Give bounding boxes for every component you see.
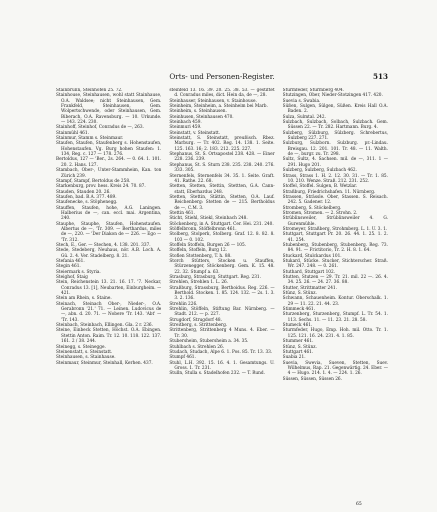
index-entry: Strasburg, Strasburg, Stuttgart. Reg. 231. xyxy=(169,275,261,281)
index-entry: Sulzberg, Sulzberg, Sulzbach 462. xyxy=(282,168,357,174)
index-entry: Stromeyer, Straßberg, Strohmberg. L. 1. U. 3. 1. xyxy=(282,226,388,232)
index-entry: Stetten, Stettin, Stättin, Stetten, O.A. Lauf. Reichenberg: Stetten de — 215. Bertholdus de —, C.M. 3. xyxy=(169,194,275,211)
index-entry: Stumeck 461. xyxy=(282,323,313,329)
index-entry: Sturzenberg, Sturzenberg, Stumpf. L. Tr. 54. 1. 113. Sechs. 11. — 11. 23. 21. 28. 58. xyxy=(282,312,388,323)
index-entry: Steine, Einbeck Stetten, Höchst. O.A. Ebingen. Stettin Anton. Raim. Tr. 12. 10. 118. 122. 137. 161. 2 / 38. 244. xyxy=(56,328,162,345)
index-entry: Stoflen Stottenberg, T. h. 88. xyxy=(169,253,232,259)
index-entry: Stoffel, Stoffel. Sulgen, B. Wetzlar. xyxy=(282,184,358,190)
index-entry: Stein am Rhein, s. Staine. xyxy=(56,296,112,302)
index-entry: Stauphe, Stauphe, Staufen, Hohenstaufen. Albertus de —, 'Tr. 309. — Berthardus, miles de —, 220. — 'Der Diakon de — 226. — Ego — 'Tr. 312. xyxy=(56,221,162,243)
index-entry: Stubersheim, Stubersheim a. 34. 35. xyxy=(169,339,249,345)
index-entry: steinfeld 13. 16. 39. 20. 25. 38. 53. — gestiftet d. Conradus miles, dict. Hein da, de —, 28. xyxy=(169,88,275,99)
index-entry: Steinhusen, Steinhausen 470. xyxy=(169,114,234,120)
running-title: Orts- und Personen-Register. xyxy=(169,72,275,81)
index-entry: Starkenburg, prov. hess. Kreis 24. 70. 87. xyxy=(56,184,146,190)
index-entry: Stuckard, Stulckardus 101. xyxy=(282,253,342,259)
index-entry: Steinhauser, Steinhausen, v. Stainhouse. xyxy=(169,98,257,104)
index-entry: Steinbach 459. xyxy=(169,120,202,126)
index-entry: Steinstatt, S. Steinstatt, preußisch. Rbez. Marburg. — Tr. 402. Reg. 14. 138. 1. Seite. 125. 163. 16; 2. 183. 212. 225. 227. xyxy=(169,136,275,152)
index-entry: Stede, Stedeberg, Neuhaus, nör. A.B. Loch. A. Gü. 2. 4. Ver. Stadelberg. 8. 21. xyxy=(56,248,162,259)
index-entry: Sultz, Sultz, 4. Sachsen. mil. de —, 311. 1 — 291. Hugo 201. xyxy=(282,157,388,168)
index-entry: Stegin 461. xyxy=(56,264,81,270)
index-entry: Steinheim, Steinheim, a. Steinheim bei Marb. xyxy=(169,104,268,110)
index-entry: Steinegg, s. Steinegge. xyxy=(56,344,106,350)
index-entry: Stukard, Stücke. Stucker, Stichterscher. Straß. Wr. 247. 248. — 0. 261. xyxy=(282,259,388,270)
signature-mark: 65 xyxy=(356,502,362,507)
index-entry: Sulzburg, Sulzborn. Sulzburg. pr.-Lindau. Breisgau. 12. 201. 101. Tr. 48. — 11. Walth. de —, burgr. zu. Tr. 298. xyxy=(282,141,388,158)
index-entry: Stambach, Ober-, Unter-Stammheim, Kan. ton Zürich 239. xyxy=(56,168,162,179)
index-column-right xyxy=(283,88,388,500)
index-entry: Sulzberg, Sülzburg, Sülzberg. Schrebertus, Sulzberg 227. 271. xyxy=(282,130,388,142)
index-entry: Stainmühl 461. xyxy=(56,130,89,136)
index-entry: Stummer 461. xyxy=(282,339,314,345)
index-entry: Stünz, S. Stünz. xyxy=(282,291,317,297)
index-entry: Storch Stütters, Stocken u. Stauffen, Stürzenegger, Stöckenberg. Gem. K. 15. 48. 22. 32. Stumpf a. 63. xyxy=(169,259,275,275)
index-entry: Stainmur, Stamm s. Steinmaur. xyxy=(56,136,124,142)
index-entry: Stainhouse, Steinhausen, wohl statt Stainhause, O.A. Waldsee; nicht Steinhausen, Gem. Frankfeld, Steinhausen, Gem. Wolpertschwende, oder Steinhausen, Gem. Biberach, O.A. Ravensburg. — 10. Urkunde. — 143. 224. 230. xyxy=(56,93,162,126)
index-entry: Stainhoff, Steinhof, Conradus de —, 263. xyxy=(56,125,144,131)
index-entry: Stuhl, L.H. 392. 15. 16. 4. 1. Gesamtungs. U. Gross. 1. Tr. 231. xyxy=(169,360,275,371)
index-entry: Stoffeln, Stoffeln, Burg 12. xyxy=(169,248,228,254)
index-entry: Staufenecke, s. Stöphenegg. xyxy=(56,200,118,206)
index-entry: Strüblinsweiler, Strüblinsweiler 4. G. Gurenmühle. xyxy=(282,216,388,227)
index-entry: Stephanus, St. S. Sturn 238. 235. 238. 240. 276. 333. 305. xyxy=(169,162,275,174)
index-entry: Stromberg, S. Stöckelberg. xyxy=(282,205,342,211)
index-entry: Steinhausen, s. Stainhause. xyxy=(56,355,116,361)
index-entry: Stampf, Stampf, Bertoldus de 258. xyxy=(56,178,131,184)
index-entry: Stuttgart, Stuttgart Pr. 20. 26. 44. 1. 25. 1. 2. 41. 254. xyxy=(282,232,388,243)
index-entry: Stauden, Stauden 20. 26. xyxy=(56,189,111,195)
index-entry: Staufen, bad. B.A. 377. 489. xyxy=(56,194,117,200)
index-entry: Stromen, Stromen. — 2. Strohn. 2. xyxy=(282,210,358,216)
index-entry: Stutten, Stutzen — 29. Tr. 21. mil. 22 —. 26. 4. 34. 25. 26. — 24. 27. 36. 88. xyxy=(282,275,388,286)
index-entry: Steinbach, Steinbach, Ellingen. Gla. 2 r. 236. xyxy=(56,323,153,329)
index-entry: Stünz, S. Stünz. xyxy=(282,344,317,350)
index-entry: Steinmaur, Steinmur, Steinhall, Kerhen. 437. xyxy=(56,360,153,366)
index-entry: Stutzingen, Ober, Nieder-Stotzingen 417. 420. xyxy=(282,93,383,99)
index-entry: Stulln, Stulla s. Stadelhofen 232. — T. Rund. xyxy=(169,371,265,377)
index-entry: Steiermark s. Styria. xyxy=(56,269,101,275)
index-entry: Suabia 21. xyxy=(282,355,306,361)
index-entry: Steighof, Staig xyxy=(56,275,88,281)
index-entry: Strugdorf, Strugdorf 48. xyxy=(169,317,222,323)
index-column-middle xyxy=(169,88,274,500)
index-entry: Suevia s. Swabia. xyxy=(282,98,321,104)
index-entry: Bertoldus, 127 — 'Ber., 2s. 264. — 0. 64. 1. 101. 20. 2. Hans. 127. xyxy=(56,157,162,168)
index-entry: Straßburg, Strassburg, Berthoidus. Reg. 226. — Berthold. Stocken. 1. 85. 124. 132. — 2s. 1. 3. 3. 2. 136. xyxy=(169,285,275,302)
index-entry: Stutter, Strittmatter 241. xyxy=(282,285,337,291)
index-entry: Stöffelbronn, Stöffelbronn 461. xyxy=(169,226,237,232)
index-entry: Stolberg, Stolperk, Stolberg. Graf. 12. 8. 82. 8. 103 — 0. 102. xyxy=(169,232,275,243)
index-entry: Stumpf 461. xyxy=(169,355,196,361)
index-entry: Stech, E., Ger. — Stechen, 4. 138. 201. 337. xyxy=(56,242,151,248)
page-header xyxy=(56,72,388,84)
index-entry: Staufen, Staufen, Staufenberg s. Hohenstaufen, Hohenstaufen. Vg. Burg hohen Staufen: 1. 134, Reg. c. 127 — 178. 276. xyxy=(56,141,162,158)
index-entry: Sulza, Sulmtal. 242. xyxy=(282,114,326,120)
index-entry: Stuttgart 461. xyxy=(282,349,314,355)
index-entry: Süssen, Süssen, Süssen 26. xyxy=(282,376,342,382)
index-entry: Steinenstatt, s. Steinstatt. xyxy=(56,349,113,355)
index-entry: Strehlin, Stöffeln, Stiftung Bar. Nürnberg. — Stadt. 212. — p. 227. xyxy=(169,307,275,318)
index-entry: Süßen, Sulgen, Sülgen, Süßen. Kreis Hall O.A. Baden. 2. xyxy=(282,104,388,115)
index-entry: Stuthard, Stuttgart 102. xyxy=(282,269,336,275)
index-entry: Sternenfels, Sternenfels 34. 35. 1. Seite. Graft. 41. Rathe. 22. 68. xyxy=(169,173,275,184)
index-entry: Stephanus, St. S. Ortsapostel 238. 428. — Einer 228. 236. 239. xyxy=(169,152,275,163)
index-entry: Sturmfeder, Hugo, Emp. Hoh. mil. Otto. Tr. 1. 125. 121. 16. 24. 231. 4. 1. 85. xyxy=(282,328,388,339)
index-entry: Stettin 461. xyxy=(169,210,195,216)
index-entry: Stetten, Stetten, Stettin, Stettten, G.A. Cannstatt, Eberhardus 248. xyxy=(169,184,275,195)
index-entry: Suevia, Swevia, Sueven, Stetten, Suev. Wilhelmus, Rap. 21. Gegenwärtig. 24. Eber. — 4 — Hugo. 214. 1. 4. — 224. 1. 26. xyxy=(282,360,388,377)
index-entry: Studach, Studach, Alpe 6. 1. Pos. 85. Tr. 13. 33. xyxy=(169,349,273,355)
index-entry: Steinheim, s. Steinhausen. xyxy=(169,109,227,115)
index-entry: Strehlen, Strehlen 1. L. 26. xyxy=(169,280,229,286)
index-entry: Stöckenberg, in A. Stuttgart. Cer. Hei. 231. 240. xyxy=(169,221,274,227)
index-entry: Stuhlbach s. Strehlen 26. xyxy=(169,344,225,350)
index-entry: Stainbrunn, Steinhöfen 25. 72. xyxy=(56,88,123,93)
index-entry: Strass, Strass 1. H. 2. 12. 30. 31. — Tr. 1. 85. 10. 210. Wenze. Straß. 212. 231. 252. xyxy=(282,173,388,184)
index-columns xyxy=(56,88,388,500)
index-entry: Schwann, Schauenheim. Kontur. Oberschalk. 1. 29 — 11. 22. 21. 44. 23. xyxy=(282,296,388,307)
index-entry: Stoffeln Stoffeln, Burgen 26 — 105. xyxy=(169,242,247,248)
index-entry: Stefania 461. xyxy=(56,259,85,264)
index-entry: Stauffen, Staufen, hohe, A.G. Laningen. Halberius de —, can. eccl. mai. Argentina, 240. xyxy=(56,205,162,222)
index-entry: Sticht, Stiehl, Stiekl, Steinbach 248. xyxy=(169,216,248,222)
index-entry: Stein, Reichenstein 13. 21. 16. 17. '7. Neckar, Conradus 13. [1], Neubarten, Einburgheim. — 421. xyxy=(56,280,162,297)
index-entry: Steinach, Steinach Ober-, Nieder-, O.A. Gerabronn '21.' 71. — Leinen. Ludovicus de —, abn. d. 20. 71. — Nobere 'Tr. 143. 'Abt' — 'Tr. 143. xyxy=(56,301,162,323)
index-entry: Steinstatt, v. Steinstatt. xyxy=(169,130,221,136)
index-entry: Strassen, Strässle. Ober, Stassen. S. Reisach. 242. 5. Gadener. 12. xyxy=(282,194,388,206)
index-entry: Stubenberg, Stubenberg, Stubenberg. Reg. 73. 84. 91. — Frictitorio, Tr. 2. H. 8. 1. 64. xyxy=(282,242,388,254)
index-entry: Stimmeck 461. xyxy=(282,307,315,313)
index-entry: Strittenberg, Strittenberg 4 Muns. 4. Eber. — Tr. 30. xyxy=(169,328,275,339)
index-entry: Sturmfeder, Sturmberg 404. xyxy=(282,88,344,93)
page-number: 513 xyxy=(372,72,388,81)
index-entry: Streitberg, s. Strittenberg. xyxy=(169,323,228,329)
index-entry: Sulzbach, Sulzbach, Solbach, Sulzbach. Gem. Süssen 22. — Tr. 282. Hartmann. Burg. 4. xyxy=(282,120,388,131)
index-column-left xyxy=(56,88,161,500)
index-entry: Straßburg, Friedrichshafen. 11. Nürnberg. xyxy=(282,189,376,195)
index-entry: Strehlin 226. xyxy=(169,301,198,307)
index-entry: Steinmuri 459. xyxy=(169,125,202,131)
